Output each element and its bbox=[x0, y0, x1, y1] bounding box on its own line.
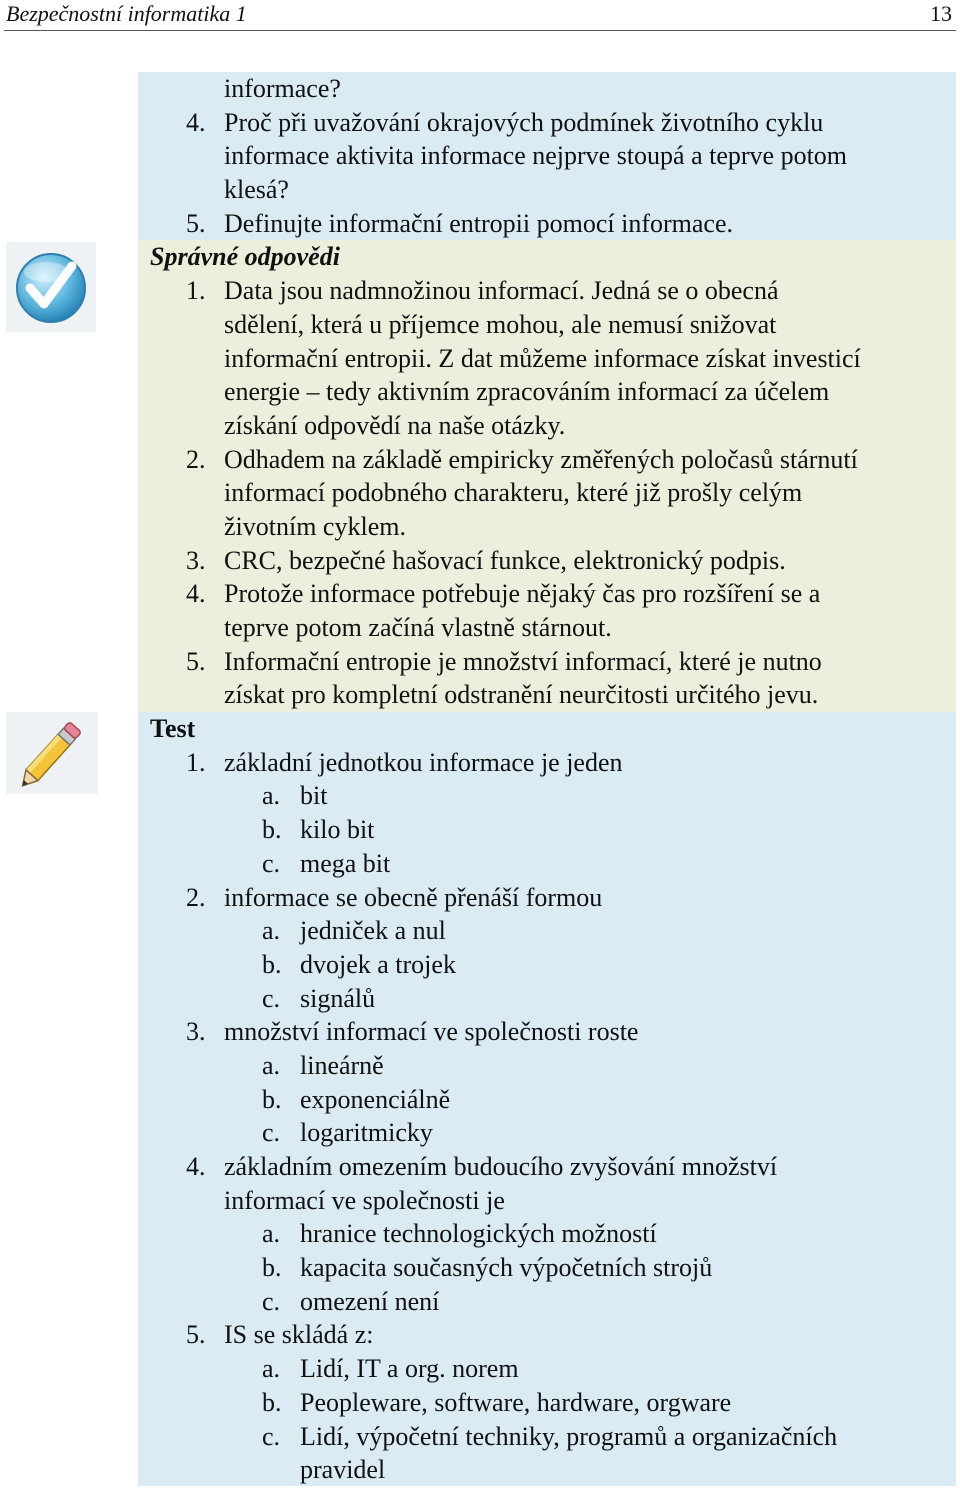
test-question-line: informací ve společnosti je bbox=[224, 1185, 505, 1215]
answer-item-line: informací podobného charakteru, které již prošly celým bbox=[224, 478, 803, 508]
test-option[interactable]: c. signálů bbox=[262, 983, 376, 1013]
test-option[interactable]: b. kapacita současných výpočetních strojů bbox=[262, 1253, 713, 1283]
page-content bbox=[0, 72, 960, 1487]
answer-item-line: energie – tedy aktivním zpracováním informací za účelem bbox=[224, 377, 830, 407]
answer-item-line: získání odpovědí na naše otázky. bbox=[224, 410, 566, 440]
page-header bbox=[4, 0, 956, 31]
test-heading: Test bbox=[150, 714, 196, 744]
test-option[interactable]: b. exponenciálně bbox=[262, 1084, 451, 1114]
answer-item: 4. Protože informace potřebuje nějaký čas pro rozšíření se a bbox=[186, 579, 821, 609]
test-option[interactable]: c. mega bit bbox=[262, 848, 391, 878]
test-option[interactable]: a. Lidí, IT a org. norem bbox=[262, 1354, 519, 1384]
test-option[interactable]: a. lineárně bbox=[262, 1050, 384, 1080]
test-option[interactable]: a. bit bbox=[262, 781, 328, 811]
test-question: 4. základním omezením budoucího zvyšování množství bbox=[186, 1152, 778, 1181]
question-item: 4. Proč při uvažování okrajových podmínek životního cyklu bbox=[186, 107, 824, 137]
test-option[interactable]: c. Lidí, výpočetní techniky, programů a organizačních bbox=[262, 1421, 838, 1451]
question-item-line: klesá? bbox=[224, 175, 289, 205]
test-question: 2. informace se obecně přenáší formou bbox=[186, 882, 603, 912]
answer-item: 3. CRC, bezpečné hašovací funkce, elektronický podpis. bbox=[186, 545, 786, 575]
answer-item: 5. Informační entropie je množství informací, které je nutno bbox=[186, 646, 822, 676]
answer-item: 1. Data jsou nadmnožinou informací. Jedná se o obecná bbox=[186, 276, 779, 306]
test-option[interactable]: c. omezení není bbox=[262, 1286, 440, 1316]
answer-item-line: sdělení, která u příjemce mohou, ale nemusí snižovat bbox=[224, 309, 777, 339]
answer-item-line: získat pro kompletní odstranění neurčitosti určitého jevu. bbox=[224, 680, 819, 710]
test-question: 1. základní jednotkou informace je jeden bbox=[186, 747, 623, 777]
test-question: 3. množství informací ve společnosti roste bbox=[186, 1017, 639, 1047]
test-option-line: pravidel bbox=[300, 1455, 386, 1485]
test-option[interactable]: b. kilo bit bbox=[262, 815, 375, 845]
answer-item-line: životním cyklem. bbox=[224, 511, 406, 541]
answers-heading: Správné odpovědi bbox=[150, 242, 340, 272]
test-option[interactable]: b. Peopleware, software, hardware, orgware bbox=[262, 1387, 732, 1417]
answer-item-line: informační entropii. Z dat můžeme informace získat investicí bbox=[224, 343, 861, 373]
answer-item: 2. Odhadem na základě empiricky změřených poločasů stárnutí bbox=[186, 444, 858, 474]
answer-item-line: teprve potom začíná vlastně stárnout. bbox=[224, 613, 612, 642]
question-item-line: informace aktivita informace nejprve stoupá a teprve potom bbox=[224, 141, 848, 171]
test-option[interactable]: b. dvojek a trojek bbox=[262, 949, 456, 979]
question-continuation-line: informace? bbox=[224, 74, 341, 103]
test-question: 5. IS se skládá z: bbox=[186, 1320, 374, 1350]
question-item: 5. Definujte informační entropii pomocí informace. bbox=[186, 208, 733, 238]
test-option[interactable]: a. jedniček a nul bbox=[262, 916, 446, 946]
test-option[interactable]: c. logaritmicky bbox=[262, 1118, 433, 1148]
test-option[interactable]: a. hranice technologických možností bbox=[262, 1219, 657, 1249]
page-number: 13 bbox=[930, 1, 952, 26]
document-title: Bezpečnostní informatika 1 bbox=[6, 1, 247, 26]
